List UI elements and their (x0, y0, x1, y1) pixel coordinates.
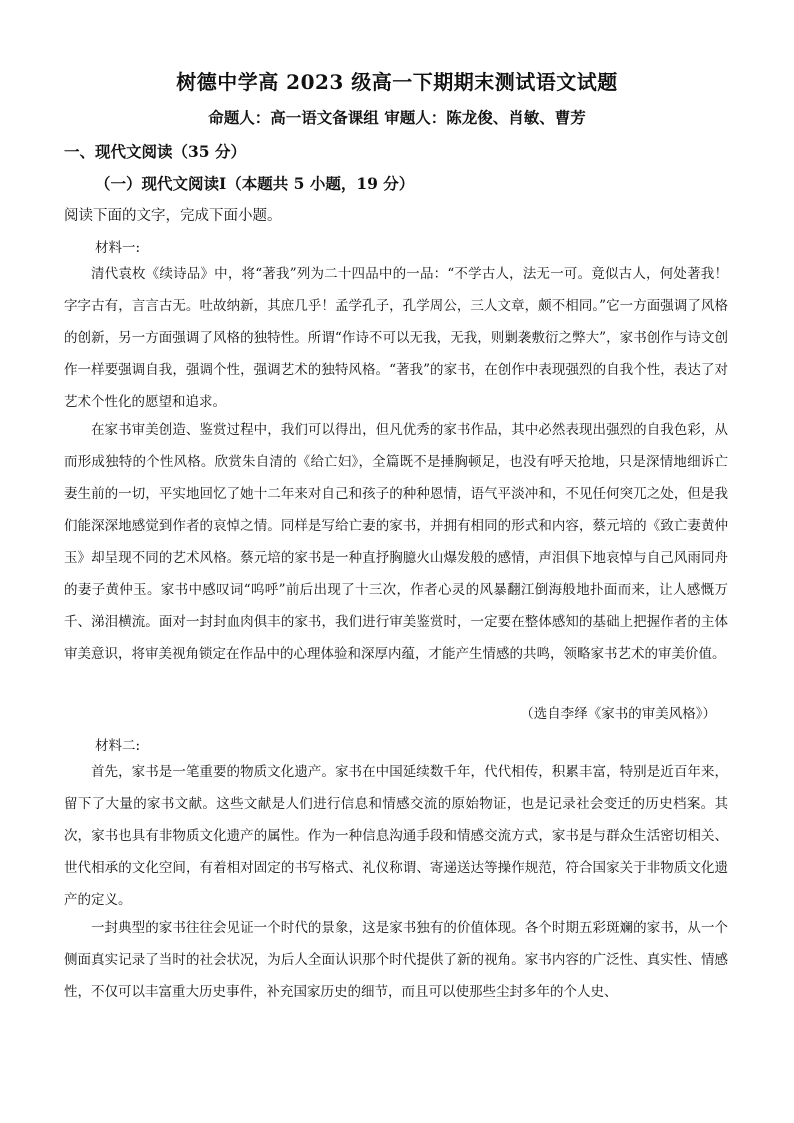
material2-label: 材料二: (95, 738, 141, 754)
page-title: 树德中学高 2023 级高一下期期末测试语文试题 (176, 70, 618, 94)
material2-paragraph-2: 一封典型的家书往往会见证一个时代的景象，这是家书独有的价值体现。各个时期五彩斑斓的家书，从一个侧面真实记录了当时的社会状况，为后人全面认识那个时代提供了新的视角。家书内容的广泛性、真实性、情感性，不仅可以丰富重大历史事件，补充国家历史的细节，而且可以使那些尘封多年的个人史、 (64, 920, 728, 1000)
material1-source: （选自李绎《家书的审美风格》） (520, 706, 716, 722)
section-heading: 一、现代文阅读（35 分） (64, 142, 246, 161)
material1-paragraph-1: 清代袁枚《续诗品》中，将“著我”列为二十四品中的一品：“不学古人，法无一可。竟似古人，何处著我！字字古有，言言古无。吐故纳新，其庶几乎！孟学孔子，孔学周公，三人文章，颇不相同。”它一方面强调了风格的创新，另一方面强调了风格的独特性。所谓“作诗不可以无我，无我，则剿袭敷衍之弊大”，家书创作与诗文创作一样要强调自我，强调个性，强调艺术的独特风格。“著我”的家书，在创作中表现强烈的自我个性，表达了对艺术个性化的愿望和追求。 (64, 266, 728, 410)
authors-line: 命题人：高一语文备课组 审题人：陈龙俊、肖敏、曹芳 (208, 108, 586, 127)
subsection-heading: （一）现代文阅读Ⅰ（本题共 5 小题，19 分） (95, 174, 415, 193)
reading-instruction: 阅读下面的文字，完成下面小题。 (64, 208, 282, 224)
material1-label: 材料一: (95, 240, 141, 256)
material1-paragraph-2: 在家书审美创造、鉴赏过程中，我们可以得出，但凡优秀的家书作品，其中必然表现出强烈的自我色彩，从而形成独特的个性风格。欣赏朱自清的《给亡妇》，全篇既不是捶胸顿足，也没有呼天抢地，只是深情地细诉亡妻生前的一切，平实地回忆了她十二年来对自己和孩子的种种恩情，语气平淡冲和，不见任何突兀之处，但是我们能深深地感觉到作者的哀悼之情。同样是写给亡妻的家书，并拥有相同的形式和内容，蔡元培的《致亡妻黄仲玉》却呈现不同的艺术风格。蔡元培的家书是一种直抒胸臆火山爆发般的感情，声泪俱下地哀悼与自己风雨同舟的妻子黄仲玉。家书中感叹词“呜呼”前后出现了十三次，作者心灵的风暴翻江倒海般地扑面而来，让人感慨万千、涕泪横流。面对一封封血肉俱丰的家书，我们进行审美鉴赏时，一定要在整体感知的基础上把握作者的主体审美意识，将审美视角锁定在作品中的心理体验和深厚内蕴，才能产生情感的共鸣，领略家书艺术的审美价值。 (64, 422, 728, 662)
material2-paragraph-1: 首先，家书是一笔重要的物质文化遗产。家书在中国延续数千年，代代相传，积累丰富，特别是近百年来，留下了大量的家书文献。这些文献是人们进行信息和情感交流的原始物证，也是记录社会变迁的历史档案。其次，家书也具有非物质文化遗产的属性。作为一种信息沟通手段和情感交流方式，家书是与群众生活密切相关、世代相承的文化空间，有着相对固定的书写格式、礼仪称谓、寄递送达等操作规范，符合国家关于非物质文化遗产的定义。 (64, 764, 728, 908)
